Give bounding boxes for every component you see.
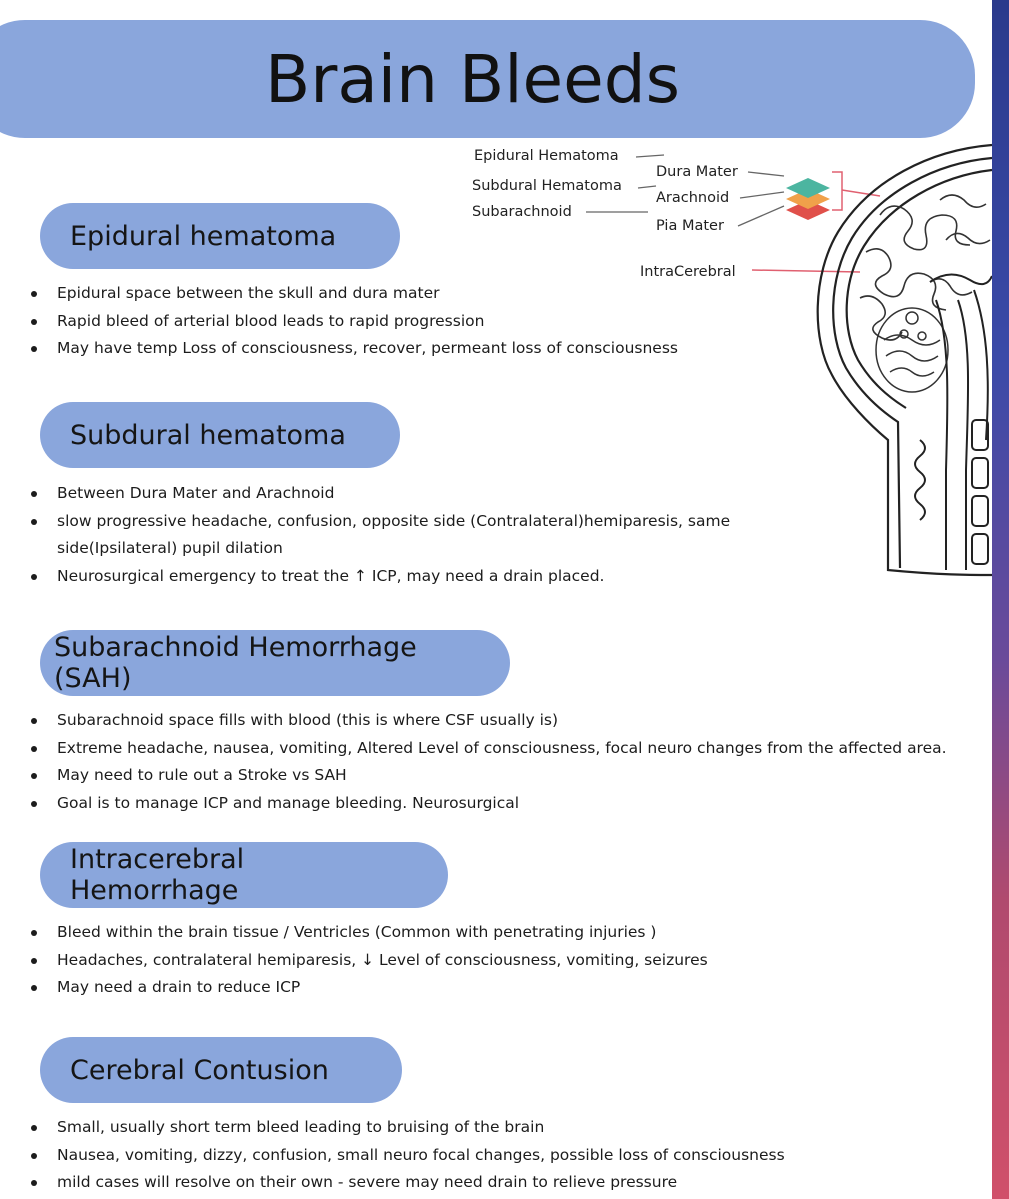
list-item: Rapid bleed of arterial blood leads to rapid progression bbox=[28, 308, 678, 336]
epidural-arrow bbox=[636, 155, 664, 157]
label-arachnoid: Arachnoid bbox=[656, 190, 730, 206]
cerebellum bbox=[876, 308, 948, 392]
right-edge-strip bbox=[992, 0, 1009, 1199]
list-item: Subarachnoid space fills with blood (this is where CSF usually is) bbox=[28, 707, 947, 735]
list-item: Headaches, contralateral hemiparesis, ↓ Level of consciousness, vomiting, seizures bbox=[28, 947, 708, 975]
list-item: Neurosurgical emergency to treat the ↑ ICP, may need a drain placed. bbox=[28, 563, 768, 591]
list-item: Goal is to manage ICP and manage bleeding. Neurosurgical bbox=[28, 790, 947, 818]
list-item: Nausea, vomiting, dizzy, confusion, small neuro focal changes, possible loss of consciousness bbox=[28, 1142, 785, 1170]
label-intracerebral: IntraCerebral bbox=[640, 264, 736, 280]
section-heading-epidural: Epidural hematoma bbox=[40, 203, 400, 269]
list-item: Extreme headache, nausea, vomiting, Altered Level of consciousness, focal neuro changes from the affected area. bbox=[28, 735, 947, 763]
list-item: May have temp Loss of consciousness, recover, permeant loss of consciousness bbox=[28, 335, 678, 363]
sah-points bbox=[28, 707, 947, 817]
brain-gyri bbox=[860, 195, 990, 340]
list-item: May need to rule out a Stroke vs SAH bbox=[28, 762, 947, 790]
brainstem-spine bbox=[915, 274, 992, 570]
page-title: Brain Bleeds bbox=[264, 40, 681, 118]
list-item: mild cases will resolve on their own - severe may need drain to relieve pressure bbox=[28, 1169, 785, 1197]
section-heading-sah: Subarachnoid Hemorrhage (SAH) bbox=[40, 630, 510, 696]
pia-arrow bbox=[738, 206, 784, 226]
dura-arrow bbox=[748, 172, 784, 176]
epidural-points bbox=[28, 280, 678, 363]
subdural-points bbox=[28, 480, 768, 590]
list-item: Epidural space between the skull and dura mater bbox=[28, 280, 678, 308]
subdural-arrow bbox=[638, 186, 656, 188]
meninges-layers-icon bbox=[786, 178, 830, 220]
arachnoid-arrow bbox=[740, 192, 784, 198]
list-item: Between Dura Mater and Arachnoid bbox=[28, 480, 768, 508]
label-epidural-hematoma: Epidural Hematoma bbox=[474, 148, 619, 164]
label-dura-mater: Dura Mater bbox=[656, 164, 738, 180]
list-item: Small, usually short term bleed leading to bruising of the brain bbox=[28, 1114, 785, 1142]
section-heading-subdural: Subdural hematoma bbox=[40, 402, 400, 468]
list-item: Bleed within the brain tissue / Ventricles (Common with penetrating injuries ) bbox=[28, 919, 708, 947]
list-item: slow progressive headache, confusion, opposite side (Contralateral)hemiparesis, same side(Ipsilateral) pupil dilation bbox=[28, 508, 768, 563]
contusion-points bbox=[28, 1114, 785, 1197]
label-subdural-hematoma: Subdural Hematoma bbox=[472, 178, 622, 194]
label-pia-mater: Pia Mater bbox=[656, 218, 724, 234]
list-item: May need a drain to reduce ICP bbox=[28, 974, 708, 1002]
section-heading-intracerebral: Intracerebral Hemorrhage bbox=[40, 842, 448, 908]
intracerebral-points bbox=[28, 919, 708, 1002]
label-subarachnoid: Subarachnoid bbox=[472, 204, 572, 220]
section-heading-contusion: Cerebral Contusion bbox=[40, 1037, 402, 1103]
